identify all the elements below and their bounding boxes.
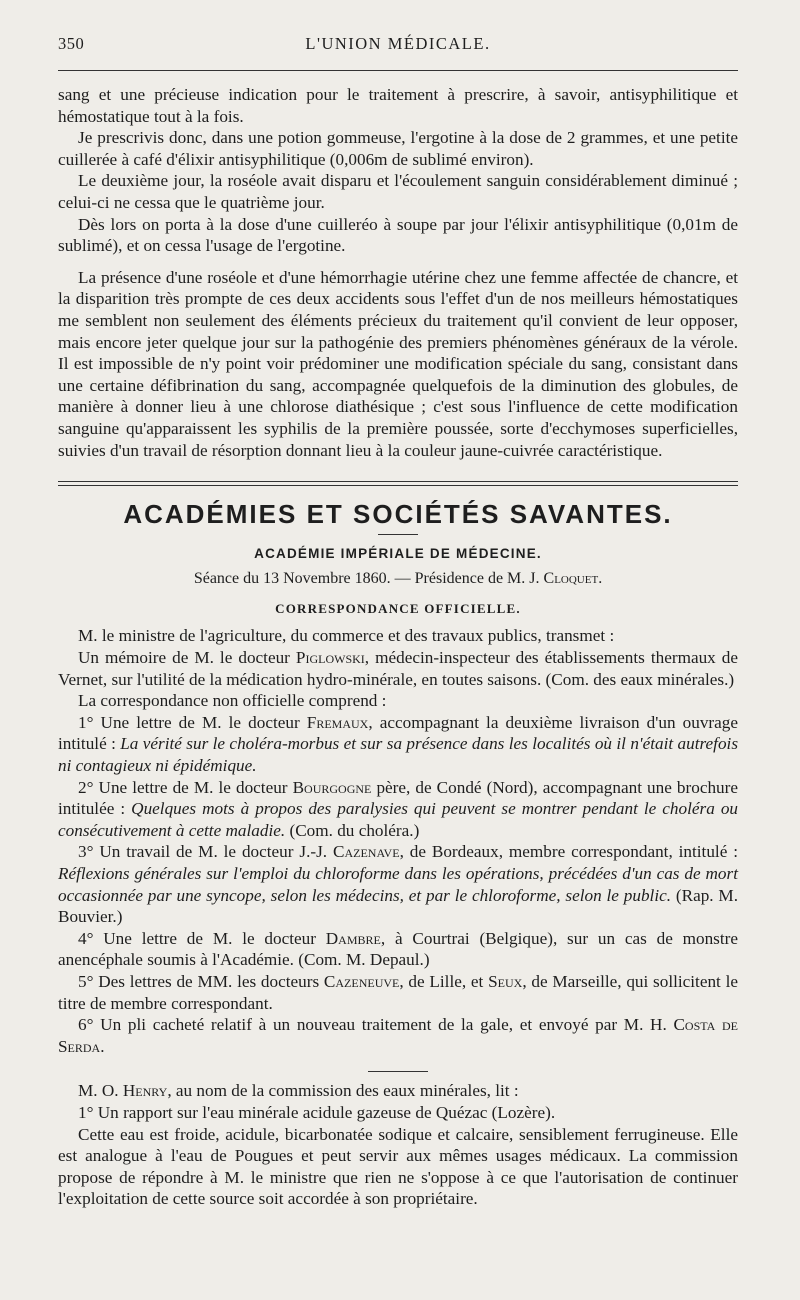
paragraph: Un mémoire de M. le docteur Piglowski, médecin-inspecteur des établissements thermaux de Vernet, sur l'utilité de la médication hydro-minérale, en toutes saisons. (Com. des eaux minérales.) bbox=[58, 648, 738, 689]
author-name: Bourgogne bbox=[292, 777, 372, 797]
author-name: Costa de Serda bbox=[58, 1015, 738, 1056]
list-item: 5° Des lettres de MM. les docteurs Cazeneuve, de Lille, et Seux, de Marseille, qui sollicitent le titre de membre correspondant. bbox=[58, 971, 738, 1013]
correspondance-heading: CORRESPONDANCE OFFICIELLE. bbox=[275, 600, 521, 616]
author-name: Henry bbox=[122, 1081, 168, 1101]
paragraph: Dès lors on porta à la dose d'une cuilleréo à soupe par jour l'élixir antisyphilitique (0,01m de sublimé), et on cessa l'usage de l'ergotine. bbox=[58, 214, 738, 256]
paragraph: La correspondance non officielle comprend : bbox=[78, 691, 387, 711]
list-item: 3° Un travail de M. le docteur J.-J. Cazenave, de Bordeaux, membre correspondant, intitulé : Réflexions générales sur l'emploi du chloroforme dans les opérations, précédées d'un cas de mort occasionnée par une syncope, selon les médecins, et par le chloroforme, selon le public. (Rap. M. Bouvier.) bbox=[58, 842, 739, 927]
work-title: La vérité sur le choléra-morbus et sur sa présence dans les localités où il n'était autrefois ni contagieux ni épidémique. bbox=[58, 734, 739, 776]
section-double-rule bbox=[58, 481, 738, 486]
paragraph: La présence d'une roséole et d'une hémorrhagie utérine chez une femme affectée de chancre, et la disparition très prompte de ces deux accidents sous l'effet d'un de nos meilleurs hémostatiques me semblent non seulement des éléments précieux du traitement qu'il convient de leur opposer, mais encore jeter quelque jour sur la pathogénie des premiers phénomènes généraux de la vérole. Il est impossible de n'y point voir prédominer une modification spéciale du sang, consistant dans une certaine défibrination du sang, accompagnée quelquefois de la diminution des globules, de manière à donner lieu à une chlorose diathésique ; c'est sous l'influence de cette modification sanguine qu'apparaissent les syphilis de la première poussée, sorte d'ecchymoses superficielles, suivies d'un travail de résorption donnant lieu à la couleur jaune-cuivrée caractéristique. bbox=[58, 267, 738, 460]
author-name: Fremaux bbox=[306, 712, 369, 732]
journal-title: L'UNION MÉDICALE. bbox=[305, 34, 491, 53]
seance-line: Séance du 13 Novembre 1860. — Présidence de M. J. Cloquet. bbox=[193, 570, 603, 588]
paragraph: 1° Un rapport sur l'eau minérale acidule gazeuse de Quézac (Lozère). bbox=[78, 1102, 556, 1122]
list-item: 2° Une lettre de M. le docteur Bourgogne père, de Condé (Nord), accompagnant une brochure intitulée : Quelques mots à propos des paralysies qui peuvent se montrer pendant le choléra ou consécutivement à cette maladie. (Com. du choléra.) bbox=[58, 777, 739, 840]
academy-title: ACADÉMIE IMPÉRIALE DE MÉDECINE. bbox=[254, 545, 542, 561]
author-name: Cazeneuve bbox=[323, 971, 400, 991]
author-name: Piglowski bbox=[295, 648, 365, 668]
paragraph: M. le ministre de l'agriculture, du commerce et des travaux publics, transmet : bbox=[78, 626, 615, 646]
page-number: 350 bbox=[58, 34, 85, 53]
paragraph: M. O. Henry, au nom de la commission des eaux minérales, lit : bbox=[78, 1081, 519, 1101]
paragraph: sang et une précieuse indication pour le traitement à prescrire, à savoir, antisyphilitique et hémostatique tout à la fois. bbox=[58, 85, 738, 126]
work-title: Quelques mots à propos des paralysies qui peuvent se montrer pendant le choléra ou consécutivement à cette maladie. bbox=[58, 799, 739, 840]
paragraph: Le deuxième jour, la roséole avait disparu et l'écoulement sanguin considérablement diminué ; celui-ci ne cessa que le quatrième jour. bbox=[58, 171, 738, 212]
page-header bbox=[58, 34, 738, 58]
president-name: Cloquet bbox=[543, 570, 599, 588]
paragraph: Cette eau est froide, acidule, bicarbonatée sodique et calcaire, sensiblement ferrugineuse. Elle est analogue à l'eau de Pougues et peut servir aux mêmes usages médicaux. La commission propose de répondre à M. le ministre que rien ne s'oppose à ce que l'autorisation de continuer l'exploitation de cette source soit accordée à son propriétaire. bbox=[58, 1124, 738, 1209]
list-item: 1° Une lettre de M. le docteur Fremaux, accompagnant la deuxième livraison d'un ouvrage intitulé : La vérité sur le choléra-morbus et sur sa présence dans les localités où il n'était autrefois ni contagieux ni épidémique. bbox=[58, 712, 739, 776]
header-rule bbox=[58, 70, 738, 71]
author-name: Seux bbox=[488, 971, 523, 991]
author-name: Cazenave bbox=[332, 842, 400, 862]
work-title: Réflexions générales sur l'emploi du chloroforme dans les opérations, précédées d'un cas de mort occasionnée par une syncope, selon les médecins, et par le chloroforme, selon le public. bbox=[58, 864, 738, 905]
title-rule bbox=[378, 534, 418, 535]
list-item: 6° Un pli cacheté relatif à un nouveau traitement de la gale, et envoyé par M. H. Costa de Serda. bbox=[58, 1015, 738, 1056]
article-body bbox=[58, 84, 738, 1210]
list-item: 4° Une lettre de M. le docteur Dambre, à Courtrai (Belgique), sur un cas de monstre anencéphale soumis à l'Académie. (Com. M. Depaul.) bbox=[58, 928, 738, 970]
author-name: Dambre bbox=[325, 928, 381, 948]
paragraph: Je prescrivis donc, dans une potion gommeuse, l'ergotine à la dose de 2 grammes, et une petite cuillerée à café d'élixir antisyphilitique (0,006m de sublimé environ). bbox=[58, 128, 738, 169]
section-title: ACADÉMIES ET SOCIÉTÉS SAVANTES. bbox=[123, 499, 673, 530]
separator-rule bbox=[368, 1071, 428, 1072]
